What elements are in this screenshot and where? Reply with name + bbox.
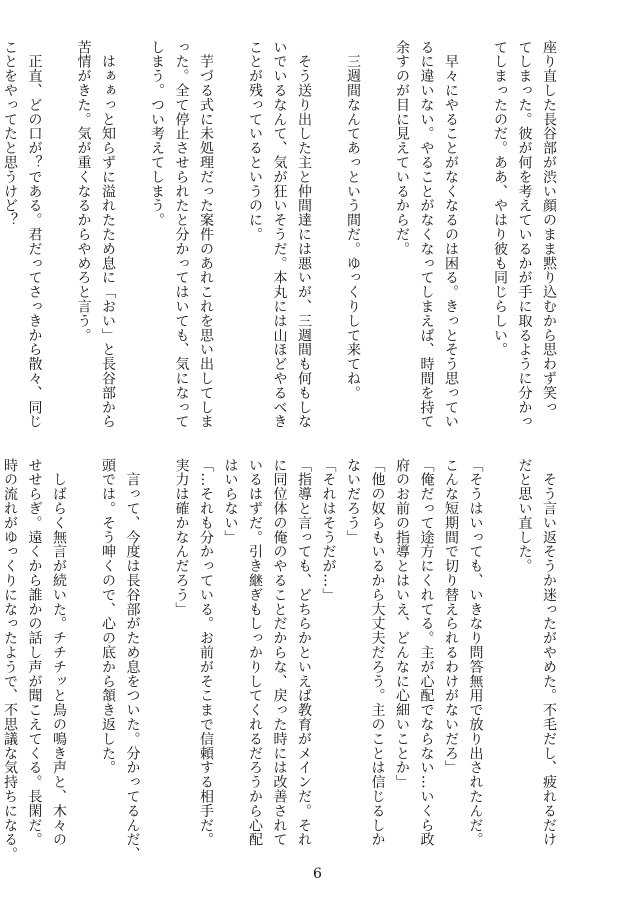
text-line: 「他の奴らもいるから大丈夫だろう。主のことは信じるしか <box>369 458 386 847</box>
text-line: 「指導と言っても、どちらかといえば教育がメインだ。それ <box>296 458 312 847</box>
text-line <box>218 40 243 435</box>
text-line: そう送り出した主と仲間達には悪いが、三週間も何もしな <box>296 40 312 429</box>
upper-text-block <box>0 40 561 435</box>
text-line: だと思い直した。 <box>516 458 533 574</box>
text-line: 「そうはいっても、いきなり問答無用で放り出されたんだ。 <box>467 458 484 847</box>
text-line <box>145 458 170 853</box>
text-line <box>365 40 390 435</box>
text-line: 余すのが目に見えているからだ。 <box>394 40 410 256</box>
text-line: 芋づる式に未処理だった案件のあれこれを思い出してしま <box>198 40 214 429</box>
text-line: せせらぎ。遠くから誰かの話し声が聞こえてくる。長閑だ。 <box>26 458 43 847</box>
text-line: 言って、今度は長谷部がため息をついた。分かってるんだ、 <box>124 458 141 862</box>
text-line: 実力は確かなんだろう」 <box>173 458 190 617</box>
text-line: てしまったのだ。ああ、やはり彼も同じらしい。 <box>492 40 508 357</box>
text-line: に同位体の俺のやることだからな、戻った時には改善されて <box>271 458 288 847</box>
text-line: いるはずだ。引き継ぎもしっかりしてくれるだろうから心配 <box>247 458 263 847</box>
text-line: 正直、どの口が？である。君だってさっきから散々、同じ <box>26 40 43 429</box>
text-line: った。全て停止させられたと分かってはいても、気になって <box>173 40 190 429</box>
text-line <box>463 40 488 435</box>
text-line: 「それはそうだが…」 <box>320 458 337 602</box>
text-line: こんな短期間で切り替えられるわけがないだろ」 <box>443 458 459 775</box>
text-line: 早々にやることがなくなるのは困る。きっとそう思ってい <box>443 40 459 429</box>
text-line <box>316 40 341 435</box>
lower-text-block <box>0 458 561 862</box>
text-line: はいらない」 <box>222 458 239 545</box>
text-line: 「俺だって途方にくれてる。主が心配でならない…いくら政 <box>418 458 435 847</box>
text-line: 時の流れがゆっくりになったようで、不思議な気持ちになる。 <box>2 458 18 862</box>
text-line <box>120 40 145 435</box>
text-line: ことが残っているというのに。 <box>247 40 263 242</box>
text-line: 「…それも分かっている。お前がそこまで信頼する相手だ。 <box>198 458 214 847</box>
text-line <box>71 458 96 853</box>
text-line: しまう。つい考えてしまう。 <box>149 40 165 228</box>
text-line: はぁぁっと知らずに溢れたため息に「おい」と長谷部から <box>100 40 116 429</box>
text-line: 座り直した長谷部が渋い顔のまま黙り込むから思わず笑っ <box>541 40 557 415</box>
text-line: 府のお前の指導とはいえ、どんなに心細いことか」 <box>394 458 410 790</box>
text-line: そう言い返そうか迷ったがやめた。不毛だし、疲れるだけ <box>541 458 557 847</box>
text-line: しばらく無言が続いた。チチチッと鳥の鳴き声と、木々の <box>51 458 67 847</box>
text-line: ないだろう」 <box>345 458 361 545</box>
text-line: るに違いない。やることがなくなってしまえば、時間を持て <box>418 40 435 429</box>
text-line: 三週間なんてあっという間だ。ゆっくりして来てね。 <box>345 40 361 400</box>
text-line: 頭では。そう呻くので、心の底から頷き返した。 <box>100 458 116 775</box>
text-line <box>488 458 513 853</box>
text-line: ことをやってたと思うけど？ <box>2 40 18 228</box>
text-line: てしまった。彼が何を考えているかが手に取るように分かっ <box>516 40 533 429</box>
text-line: 苦情がきた。気が重くなるからやめろと言う。 <box>75 40 92 343</box>
text-line: いでいるなんて、気が狂いそうだ。本丸には山ほどやるべき <box>271 40 288 429</box>
page-number: 6 <box>313 866 322 882</box>
text-line <box>47 40 72 435</box>
